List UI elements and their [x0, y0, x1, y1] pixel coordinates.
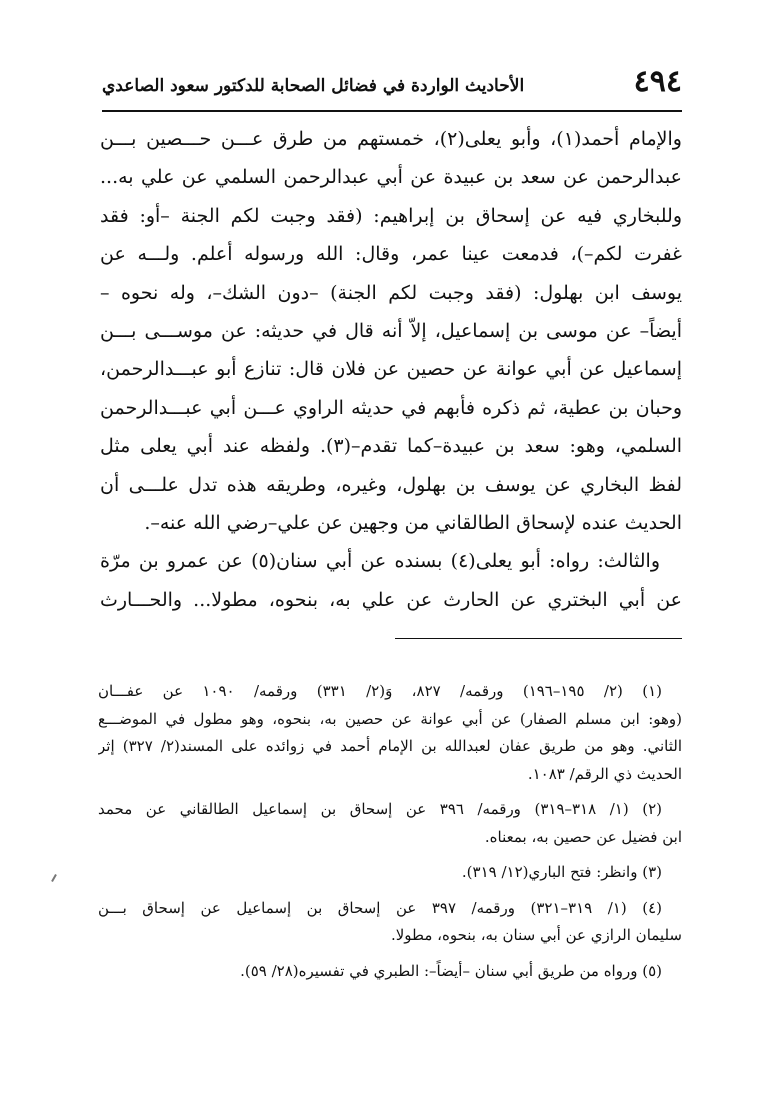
footnote-line: الثاني. وهو من طريق عفان لعبدالله بن الإمام أحمد في زوائده على المسند(٢/ ٣٢٧) إثر: [98, 737, 682, 755]
footnote-line: (١) (٢/ ١٩٥–١٩٦) ورقمه/ ٨٢٧، وَ(٢/ ٣٣١) ورقمه/ ١٠٩٠ عن عفـــان: [98, 682, 662, 700]
footnote-line: (وهو: ابن مسلم الصفار) عن أبي عوانة عن حصين به، بنحوه، وهو مطول في الموضـــع: [98, 709, 682, 728]
margin-mark: [51, 874, 57, 882]
footnote-gap: [98, 851, 682, 859]
footnotes: [98, 678, 682, 985]
footnote-line: ابن فضيل عن حصين به، بمعناه.: [484, 827, 682, 846]
footnote-gap: [98, 788, 682, 796]
footnote-line: (٢) (١/ ٣١٨–٣١٩) ورقمه/ ٣٩٦ عن إسحاق بن إسماعيل الطالقاني عن محمد: [98, 800, 662, 818]
footnote-3: [98, 859, 682, 887]
footnote-gap: [98, 887, 682, 895]
main-text: [100, 120, 682, 619]
header-rule: [102, 110, 682, 112]
text-line: غفرت لكم–)، فدمعت عينا عمر، وقال: الله ورسوله أعلم. ولـــه عن: [100, 243, 682, 266]
page-header: [102, 62, 682, 112]
text-line: والثالث: رواه: أبو يعلى(٤) بسنده عن أبي سنان(٥) عن عمرو بن مرّة: [100, 550, 661, 573]
footnote-2: [98, 796, 682, 851]
text-line: الحديث عنده لإسحاق الطالقاني من وجهين عن علي–رضي الله عنه–.: [144, 511, 682, 534]
text-line: إسماعيل عن أبي عوانة عن حصين عن فلان قال: تنازع أبو عبـــدالرحمن،: [100, 358, 682, 381]
text-line: السلمي، وهو: سعد بن عبيدة–كما تقدم–(٣). ولفظه عند أبي يعلى مثل: [100, 435, 682, 458]
text-line: وللبخاري فيه عن إسحاق بن إبراهيم: (فقد وجبت لكم الجنة –أو: فقد: [100, 204, 682, 227]
text-line: لفظ البخاري عن يوسف بن بهلول، وغيره، وطريقه هذه تدل علـــى أن: [100, 473, 682, 496]
text-line: عبدالرحمن عن سعد بن عبيدة عن أبي عبدالرحمن السلمي عن علي به...: [100, 166, 682, 189]
running-title: الأحاديث الواردة في فضائل الصحابة للدكتور سعود الصاعدي: [102, 76, 525, 96]
footnote-1: [98, 678, 682, 788]
footnote-line: سليمان الرازي عن أبي سنان به، بنحوه، مطولا.: [390, 926, 682, 944]
text-line: عن أبي البختري عن الحارث عن علي به، بنحوه، مطولا... والحـــارث: [100, 588, 682, 611]
footnote-gap: [98, 950, 682, 958]
footnote-line: الحديث ذي الرقم/ ١٠٨٣.: [527, 764, 682, 783]
page-number: ٤٩٤: [633, 64, 682, 99]
text-line: والإمام أحمد(١)، وأبو يعلى(٢)، خمستهم من طرق عـــن حـــصين بـــن: [100, 128, 682, 150]
text-line: يوسف ابن بهلول: (فقد وجبت لكم الجنة) –دون الشك–، وله نحوه –: [100, 281, 682, 304]
footnote-line: (٤) (١/ ٣١٩–٣٢١) ورقمه/ ٣٩٧ عن إسحاق بن إسماعيل عن إسحاق بـــن: [98, 898, 662, 917]
footnote-separator: [395, 638, 682, 639]
footnote-line: (٣) وانظر: فتح الباري(١٢/ ٣١٩).: [461, 863, 662, 881]
footnote-5: [98, 958, 682, 986]
footnote-4: [98, 895, 682, 950]
footnote-line: (٥) ورواه من طريق أبي سنان –أيضاً–: الطبري في تفسيره(٢٨/ ٥٩).: [240, 961, 662, 980]
text-line: أيضاً– عن موسى بن إسماعيل، إلاّ أنه قال في حديثه: عن موســـى بـــن: [100, 319, 682, 342]
text-line: وحبان بن عطية، ثم ذكره فأبهم في حديثه الراوي عـــن أبي عبـــدالرحمن: [100, 396, 682, 419]
